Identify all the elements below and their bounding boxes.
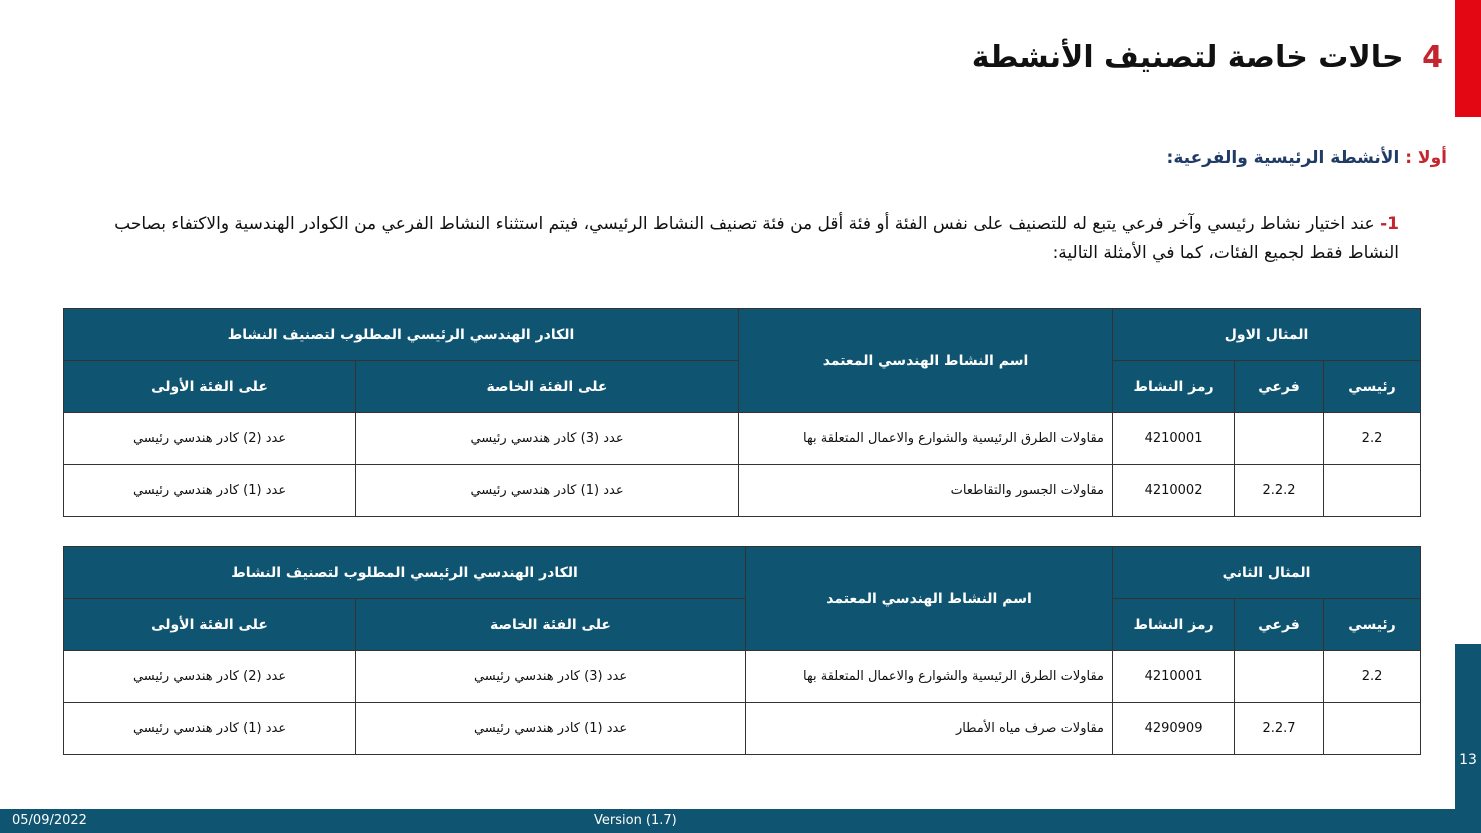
table-row: [64, 413, 1421, 465]
first-class-header: على الفئة الأولى: [64, 361, 356, 413]
sub-header: فرعي: [1235, 361, 1324, 413]
side-accent-bar: [1455, 644, 1481, 809]
main-header: رئيسي: [1324, 361, 1421, 413]
code-cell: 4210002: [1113, 465, 1235, 517]
example-label: المثال الاول: [1113, 309, 1421, 361]
table-row: [64, 651, 1421, 703]
first-class-header: على الفئة الأولى: [64, 599, 356, 651]
main-cell: [1324, 465, 1421, 517]
table-row: [64, 465, 1421, 517]
code-cell: 4210001: [1113, 413, 1235, 465]
table-row: [64, 703, 1421, 755]
special-class-cell: عدد (3) كادر هندسي رئيسي: [356, 413, 739, 465]
code-cell: 4290909: [1113, 703, 1235, 755]
example-label: المثال الثاني: [1113, 547, 1421, 599]
main-cell: [1324, 703, 1421, 755]
first-class-cell: عدد (2) كادر هندسي رئيسي: [64, 651, 356, 703]
cadre-header: الكادر الهندسي الرئيسي المطلوب لتصنيف النشاط: [64, 309, 739, 361]
special-class-cell: عدد (3) كادر هندسي رئيسي: [356, 651, 746, 703]
main-header: رئيسي: [1324, 599, 1421, 651]
paragraph-text: عند اختيار نشاط رئيسي وآخر فرعي يتبع له للتصنيف على نفس الفئة أو فئة أقل من فئة تصنيف النشاط الرئيسي، فيتم استثناء النشاط الفرعي من الكوادر الهندسية والاكتفاء بصاحب النشاط فقط لجميع الفئات، كما في الأمثلة التالية:: [114, 214, 1399, 263]
title-text: حالات خاصة لتصنيف الأنشطة: [971, 40, 1404, 75]
special-class-cell: عدد (1) كادر هندسي رئيسي: [356, 465, 739, 517]
special-class-cell: عدد (1) كادر هندسي رئيسي: [356, 703, 746, 755]
example-table-2: [63, 546, 1421, 755]
activity-name-cell: مقاولات الطرق الرئيسية والشوارع والاعمال المتعلقة بها: [746, 651, 1113, 703]
activity-name-cell: مقاولات صرف مياه الأمطار: [746, 703, 1113, 755]
first-class-cell: عدد (2) كادر هندسي رئيسي: [64, 413, 356, 465]
activity-name-header: اسم النشاط الهندسي المعتمد: [739, 309, 1113, 413]
activity-name-header: اسم النشاط الهندسي المعتمد: [746, 547, 1113, 651]
example-table-1: [63, 308, 1421, 517]
footer-version: Version (1.7): [594, 813, 677, 828]
special-class-header: على الفئة الخاصة: [356, 599, 746, 651]
section-heading: [1167, 148, 1447, 168]
main-cell: 2.2: [1324, 651, 1421, 703]
section-prefix: أولا :: [1405, 148, 1447, 168]
code-header: رمز النشاط: [1113, 361, 1235, 413]
page-title: [972, 40, 1443, 75]
sub-cell: 2.2.7: [1235, 703, 1324, 755]
cadre-header: الكادر الهندسي الرئيسي المطلوب لتصنيف النشاط: [64, 547, 746, 599]
footer-bar: [0, 809, 1481, 833]
code-cell: 4210001: [1113, 651, 1235, 703]
red-accent-bar: [1455, 0, 1481, 117]
first-class-cell: عدد (1) كادر هندسي رئيسي: [64, 703, 356, 755]
sub-cell: [1235, 413, 1324, 465]
activity-name-cell: مقاولات الجسور والتقاطعات: [739, 465, 1113, 517]
first-class-cell: عدد (1) كادر هندسي رئيسي: [64, 465, 356, 517]
section-title: الأنشطة الرئيسية والفرعية:: [1166, 148, 1400, 168]
sub-cell: [1235, 651, 1324, 703]
page-number: 13: [1459, 752, 1477, 768]
paragraph-number: 1-: [1380, 214, 1399, 234]
intro-paragraph: [90, 210, 1399, 268]
main-cell: 2.2: [1324, 413, 1421, 465]
activity-name-cell: مقاولات الطرق الرئيسية والشوارع والاعمال المتعلقة بها: [739, 413, 1113, 465]
footer-date: 05/09/2022: [12, 813, 87, 828]
code-header: رمز النشاط: [1113, 599, 1235, 651]
title-number: 4: [1422, 40, 1443, 75]
sub-header: فرعي: [1235, 599, 1324, 651]
special-class-header: على الفئة الخاصة: [356, 361, 739, 413]
sub-cell: 2.2.2: [1235, 465, 1324, 517]
